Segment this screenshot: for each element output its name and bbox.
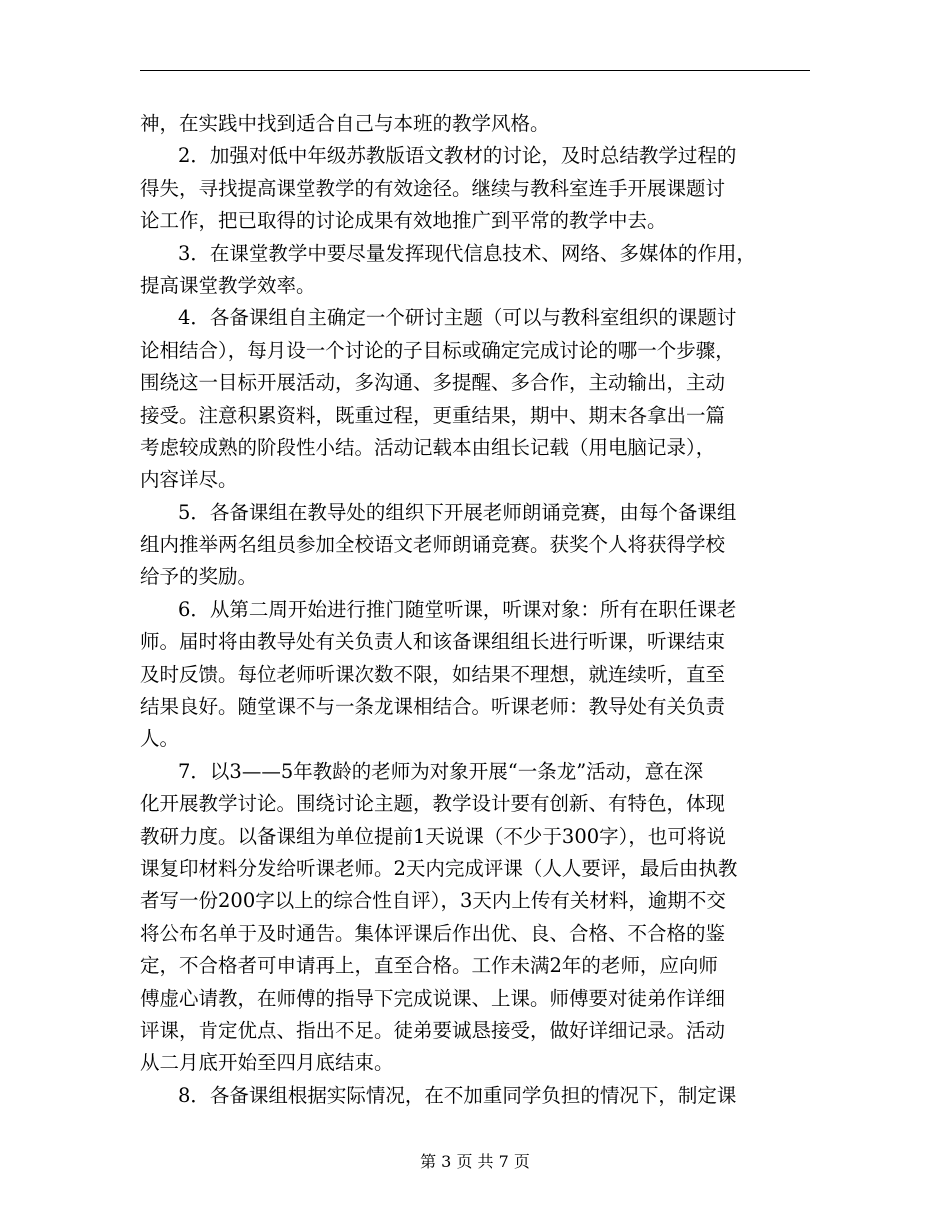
- paragraph-first-line: 4．各备课组自主确定一个研讨主题（可以与教科室组织的课题讨: [178, 306, 737, 330]
- text-line: 将公布名单于及时通告。集体评课后作出优、良、合格、不合格的鉴: [140, 921, 726, 945]
- paragraph-first-line: 6．从第二周开始进行推门随堂听课，听课对象：所有在职任课老: [178, 597, 737, 621]
- text-line: 结果良好。随堂课不与一条龙课相结合。听课老师：教导处有关负责: [140, 695, 726, 719]
- text-line: 组内推举两名组员参加全校语文老师朗诵竞赛。获奖个人将获得学校: [140, 533, 726, 557]
- text-line: 课复印材料分发给听课老师。2天内完成评课（人人要评，最后由执教: [140, 856, 738, 880]
- text-line: 者写一份200字以上的综合性自评），3天内上传有关材料，逾期不交: [140, 889, 726, 913]
- text-line: 神，在实践中找到适合自己与本班的教学风格。: [140, 112, 550, 135]
- page-number-footer: 第 3 页 共 7 页: [420, 1152, 530, 1171]
- text-line: 提高课堂教学效率。: [140, 273, 316, 297]
- text-line: 傅虚心请教，在师傅的指导下完成说课、上课。师傅要对徒弟作详细: [140, 986, 726, 1010]
- text-line: 评课，肯定优点、指出不足。徒弟要诚恳接受，做好详细记录。活动: [140, 1018, 726, 1042]
- text-line: 人。: [140, 727, 180, 751]
- text-line: 考虑较成熟的阶段性小结。活动记载本由组长记载（用电脑记录），: [140, 435, 716, 459]
- text-line: 得失，寻找提高课堂教学的有效途径。继续与教科室连手开展课题讨: [140, 176, 726, 200]
- paragraph-first-line: 8．各备课组根据实际情况，在不加重同学负担的情况下，制定课: [178, 1083, 737, 1107]
- text-line: 定，不合格者可申请再上，直至合格。工作未满2年的老师，应向师: [140, 954, 718, 978]
- text-line: 师。届时将由教导处有关负责人和该备课组组长进行听课，听课结束: [140, 630, 726, 654]
- text-line: 接受。注意积累资料，既重过程，更重结果，期中、期末各拿出一篇: [140, 403, 726, 427]
- text-line: 论工作，把已取得的讨论成果有效地推广到平常的教学中去。: [140, 209, 667, 233]
- text-line: 围绕这一目标开展活动，多沟通、多提醒、多合作，主动输出，主动: [140, 371, 726, 395]
- document-body: [140, 108, 820, 1112]
- text-line: 论相结合），每月设一个讨论的子目标或确定完成讨论的哪一个步骤，: [140, 338, 735, 362]
- text-line: 化开展教学讨论。围绕讨论主题，教学设计要有创新、有特色，体现: [140, 792, 726, 816]
- paragraph-first-line: 7．以3——5年教龄的老师为对象开展“一条龙”活动，意在深: [178, 759, 704, 783]
- text-line: 内容详尽。: [140, 468, 238, 492]
- paragraph-first-line: 3．在课堂教学中要尽量发挥现代信息技术、网络、多媒体的作用，: [178, 241, 756, 265]
- text-line: 及时反馈。每位老师听课次数不限，如结果不理想，就连续听，直至: [140, 662, 726, 686]
- paragraph-first-line: 2．加强对低中年级苏教版语文教材的讨论，及时总结教学过程的: [178, 144, 737, 168]
- header-rule: [140, 70, 810, 71]
- paragraph-first-line: 5．各备课组在教导处的组织下开展老师朗诵竞赛，由每个备课组: [178, 500, 737, 524]
- text-line: 给予的奖励。: [140, 565, 258, 589]
- text-line: 从二月底开始至四月底结束。: [140, 1051, 394, 1075]
- text-line: 教研力度。以备课组为单位提前1天说课（不少于300字），也可将说: [140, 824, 726, 848]
